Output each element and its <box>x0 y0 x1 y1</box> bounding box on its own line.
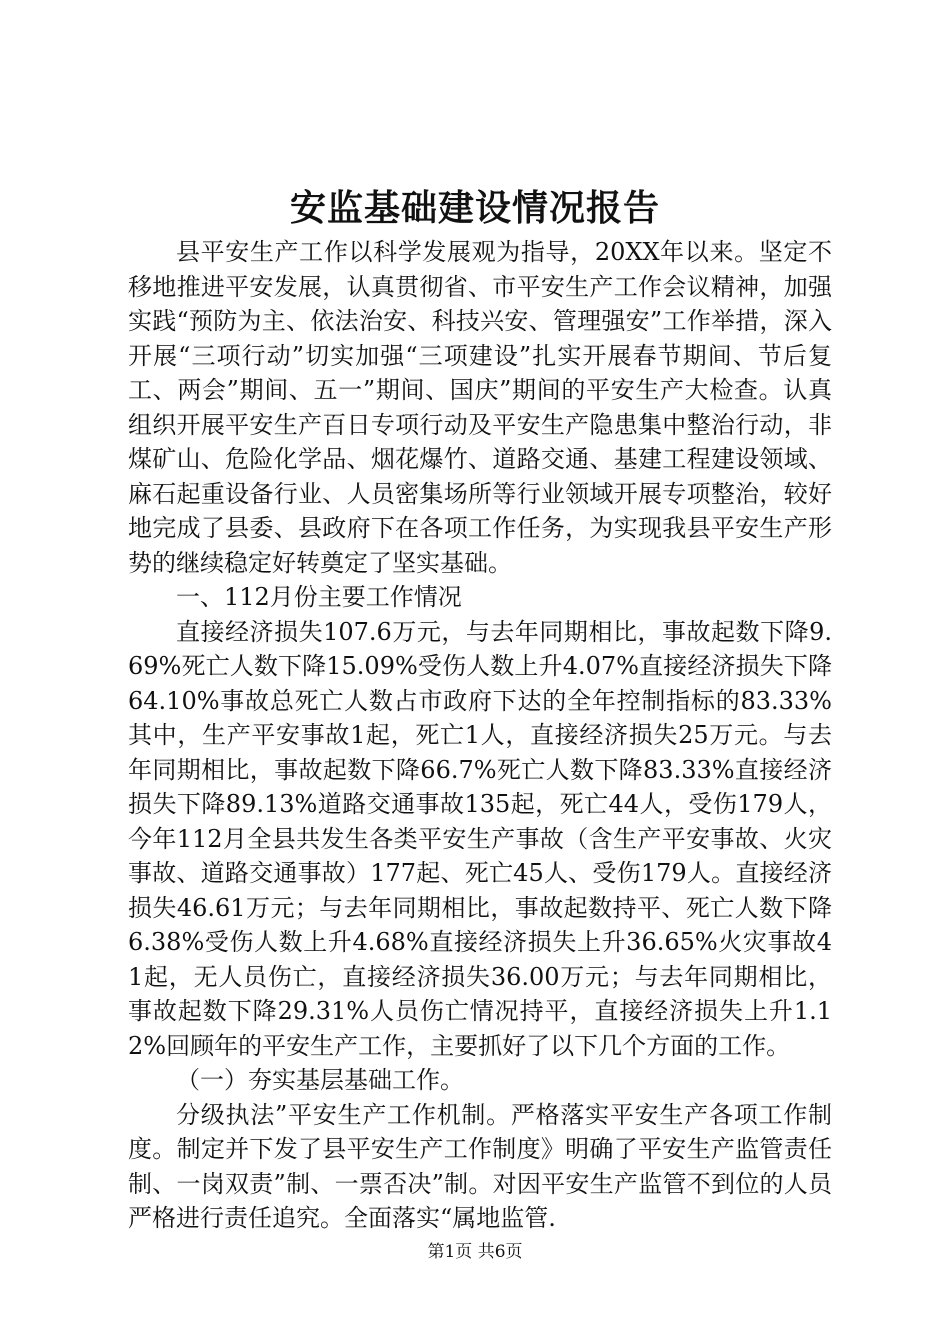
section-heading: 一、112月份主要工作情况 <box>176 583 462 611</box>
document-body <box>128 235 832 1236</box>
page-number-footer: 第1页 共6页 <box>427 1242 523 1262</box>
document-title: 安监基础建设情况报告 <box>289 187 660 229</box>
statistics-paragraph: 直接经济损失107.6万元，与去年同期相比，事故起数下降9.69%死亡人数下降15.09%受伤人数上升4.07%直接经济损失下降64.10%事故总死亡人数占市政府下达的全年控制指标的83.33%其中，生产平安事故1起，死亡1人，直接经济损失25万元。与去年同期相比，事故起数下降66.7%死亡人数下降83.33%直接经济损失下降89.13%道路交通事故135起，死亡44人，受伤179人，今年112月全县共发生各类平安生产事故（含生产平安事故、火灾事故、道路交通事故）177起、死亡45人、受伤179人。直接经济损失46.61万元；与去年同期相比，事故起数持平、死亡人数下降6.38%受伤人数上升4.68%直接经济损失上升36.65%火灾事故41起，无人员伤亡，直接经济损失36.00万元；与去年同期相比，事故起数下降29.31%人员伤亡情况持平，直接经济损失上升1.12%回顾年的平安生产工作，主要抓好了以下几个方面的工作。 <box>128 617 832 1060</box>
subsection-heading: （一）夯实基层基础工作。 <box>176 1066 464 1094</box>
work-mechanism-paragraph: 分级执法”平安生产工作机制。严格落实平安生产各项工作制度。制定并下发了县平安生产工作制度》明确了平安生产监管责任制、一岗双责”制、一票否决”制。对因平安生产监管不到位的人员严格进行责任追究。全面落实“属地监管. <box>128 1100 832 1232</box>
intro-paragraph: 县平安生产工作以科学发展观为指导，20XX年以来。坚定不移地推进平安发展，认真贯彻省、市平安生产工作会议精神，加强实践“预防为主、依法治安、科技兴安、管理强安”工作举措，深入开展“三项行动”切实加强“三项建设”扎实开展春节期间、节后复工、两会”期间、五一”期间、国庆”期间的平安生产大检查。认真组织开展平安生产百日专项行动及平安生产隐患集中整治行动，非煤矿山、危险化学品、烟花爆竹、道路交通、基建工程建设领域、麻石起重设备行业、人员密集场所等行业领域开展专项整治，较好地完成了县委、县政府下在各项工作任务，为实现我县平安生产形势的继续稳定好转奠定了坚实基础。 <box>128 238 832 577</box>
